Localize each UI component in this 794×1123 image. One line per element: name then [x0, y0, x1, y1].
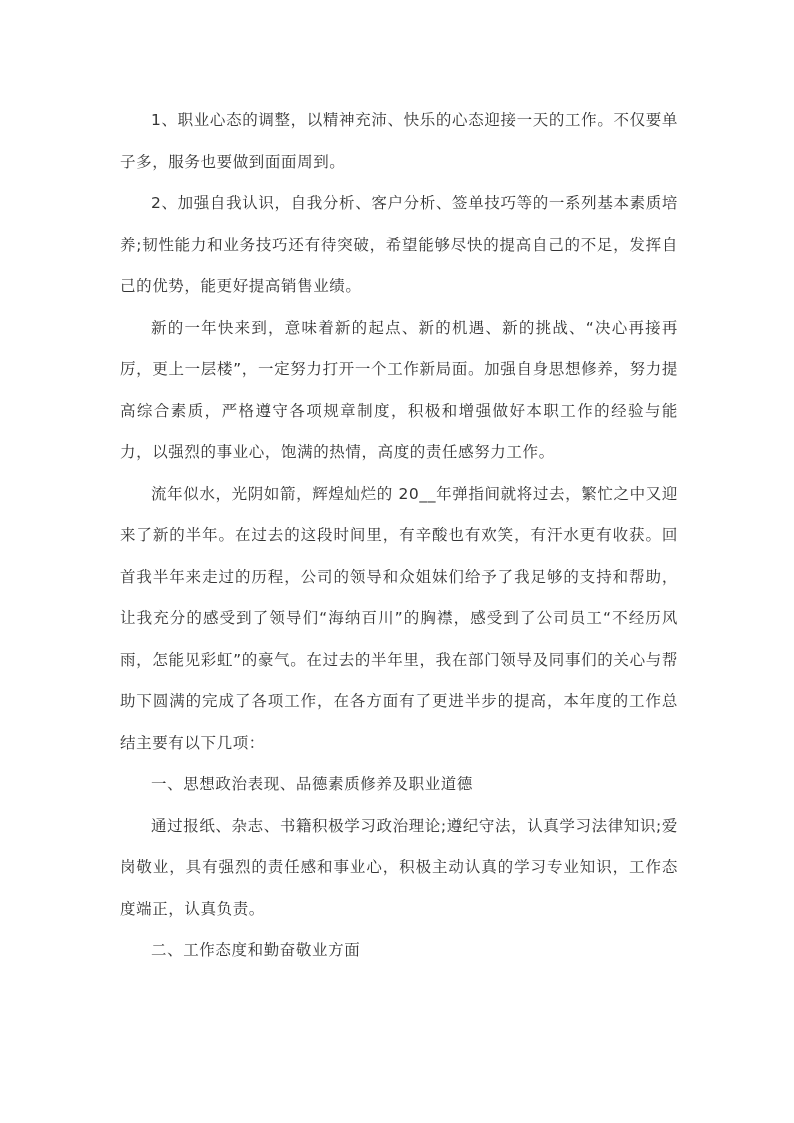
section-heading-work-attitude: 二、工作态度和勤奋敬业方面 [151, 941, 361, 959]
paragraph-half-year-review: 流年似水，光阴如箭，辉煌灿烂的 20__年弹指间就将过去，繁忙之中又迎来了新的半年。在过去的这段时间里，有辛酸也有欢笑，有汗水更有收获。回首我半年来走过的历程，公司的领导和众姐妹们给予了我足够的支持和帮助，让我充分的感受到了领导们“海纳百川”的胸襟，感受到了公司员工“不经历风雨，怎能见彩虹”的豪气。在过去的半年里，我在部门领导及同事们的关心与帮助下圆满的完成了各项工作，在各方面有了更进半步的提高，本年度的工作总结主要有以下几项： [120, 484, 678, 752]
document-body [120, 100, 678, 972]
paragraph-new-year-goals: 新的一年快来到，意味着新的起点、新的机遇、新的挑战、“决心再接再厉，更上一层楼”，一定努力打开一个工作新局面。加强自身思想修养，努力提高综合素质，严格遵守各项规章制度，积极和增强做好本职工作的经验与能力，以强烈的事业心，饱满的热情，高度的责任感努力工作。 [120, 318, 678, 461]
paragraph-self-awareness: 2、加强自我认识，自我分析、客户分析、签单技巧等的一系列基本素质培养;韧性能力和业务技巧还有待突破，希望能够尽快的提高自己的不足，发挥自己的优势，能更好提高销售业绩。 [120, 194, 678, 295]
section-heading-political-ethics: 一、思想政治表现、品德素质修养及职业道德 [151, 775, 474, 793]
paragraph-study-and-duty: 通过报纸、杂志、书籍积极学习政治理论;遵纪守法，认真学习法律知识;爱岗敬业，具有强烈的责任感和事业心，积极主动认真的学习专业知识，工作态度端正，认真负责。 [120, 816, 678, 918]
paragraph-mindset-adjustment: 1、职业心态的调整，以精神充沛、快乐的心态迎接一天的工作。不仅要单子多，服务也要做到面面周到。 [120, 111, 678, 171]
